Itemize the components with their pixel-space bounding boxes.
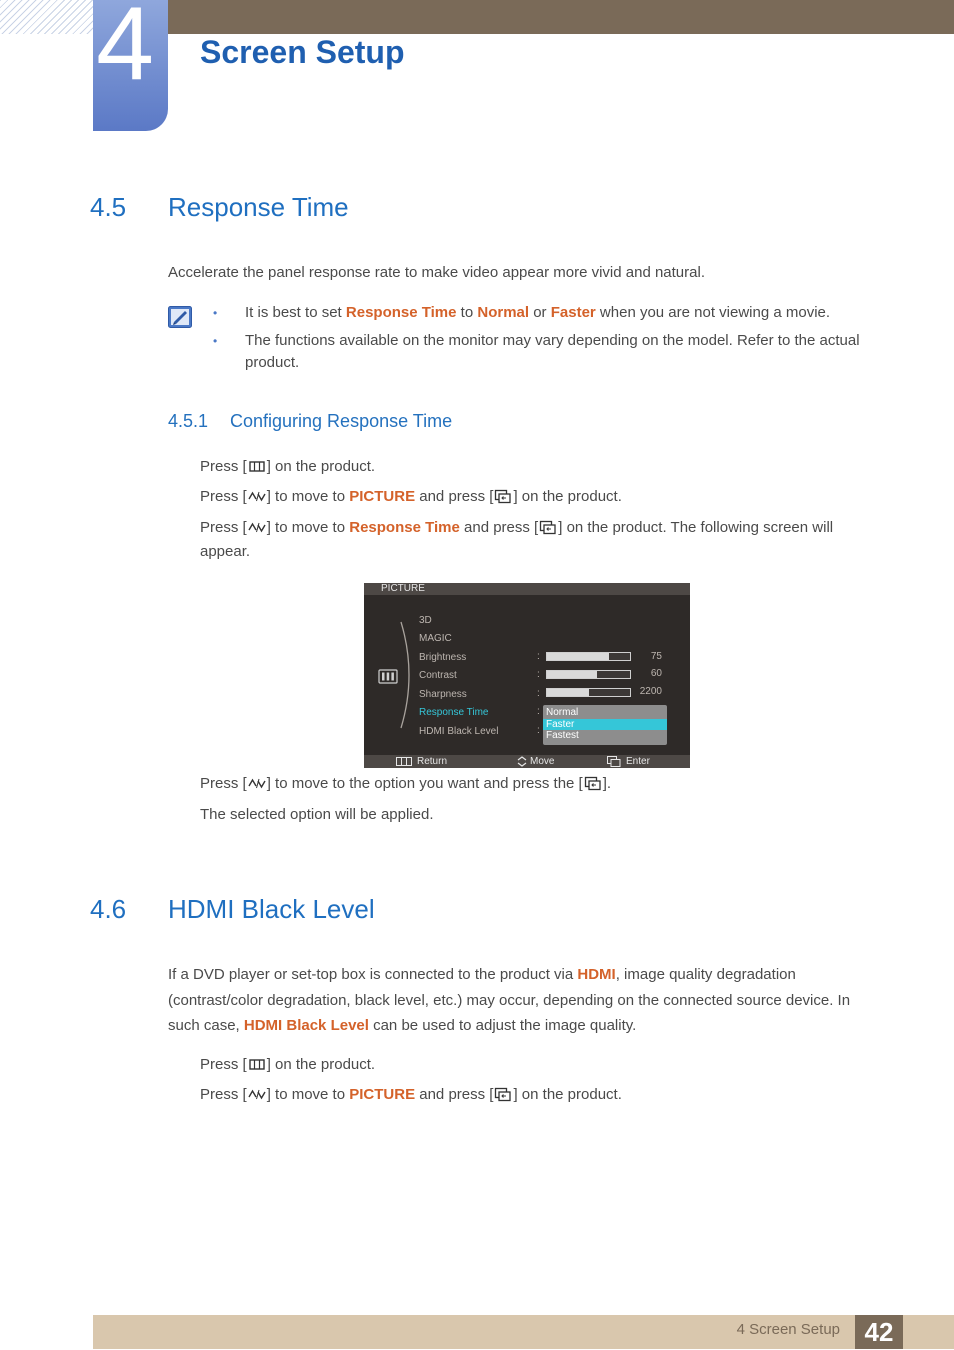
step-2: Press [ ] to move to PICTURE and press [ ] on the product. — [200, 488, 622, 505]
hdmi-paragraph-line-2: (contrast/color degradation, black level, etc.) may occur, depending on the connected source device. In — [168, 992, 851, 1009]
section-number: 4.6 — [90, 894, 127, 924]
osd-item-magic[interactable]: MAGIC — [419, 633, 452, 644]
note-line-2-cont: product. — [245, 354, 300, 371]
note-icon — [168, 306, 192, 328]
up-down-key-icon — [248, 489, 266, 504]
osd-return-label: Return — [417, 756, 448, 767]
osd-colon: : — [537, 688, 540, 699]
step-1: Press [ ] on the product. — [200, 458, 376, 475]
page-number: 42 — [855, 1315, 903, 1349]
osd-colon: : — [537, 651, 540, 662]
osd-item-response-time[interactable]: Response Time — [419, 707, 489, 718]
sharpness-slider[interactable] — [546, 688, 631, 697]
subsection-4-5-1-heading — [168, 411, 452, 432]
osd-item-contrast[interactable]: Contrast — [419, 670, 457, 681]
osd-move-label: Move — [530, 756, 555, 767]
subsection-title: Configuring Response Time — [230, 411, 453, 431]
osd-title: PICTURE — [364, 583, 690, 595]
enter-key-icon — [539, 520, 557, 535]
section-title: Response Time — [168, 192, 349, 222]
section-intro: Accelerate the panel response rate to make video appear more vivid and natural. — [168, 264, 705, 281]
osd-footer — [364, 755, 690, 768]
note-bullet: • — [213, 306, 218, 320]
osd-colon: : — [537, 725, 540, 736]
hdmi-step-1: Press [ ] on the product. — [200, 1056, 376, 1073]
subsection-number: 4.5.1 — [168, 411, 209, 431]
brightness-slider[interactable] — [546, 652, 631, 661]
brightness-value: 75 — [650, 651, 662, 662]
step-5: The selected option will be applied. — [200, 806, 434, 823]
osd-colon: : — [537, 706, 540, 717]
step-3: Press [ ] to move to Response Time and press [ ] on the product. The following screen will — [200, 519, 834, 536]
hdmi-paragraph-line-3: such case, HDMI Black Level can be used to adjust the image quality. — [168, 1017, 637, 1034]
enter-key-icon — [494, 1087, 512, 1102]
menu-key-icon — [248, 459, 266, 474]
section-number: 4.5 — [90, 192, 127, 222]
footer-chapter-label: 4 Screen Setup — [736, 1321, 840, 1338]
osd-colon: : — [537, 669, 540, 680]
section-4-6-heading — [90, 894, 375, 925]
osd-item-sharpness[interactable]: Sharpness — [419, 689, 467, 700]
note-line-2: The functions available on the monitor may vary depending on the model. Refer to the actual — [245, 332, 860, 349]
osd-menu-arc — [395, 620, 415, 730]
option-fastest[interactable]: Fastest — [546, 730, 579, 741]
option-faster[interactable]: Faster — [543, 719, 667, 730]
enter-key-icon — [584, 776, 602, 791]
up-down-key-icon — [248, 520, 266, 535]
header-hatch — [0, 0, 93, 34]
return-icon — [396, 757, 412, 766]
header-band — [168, 0, 954, 34]
osd-item-3d[interactable]: 3D — [419, 615, 432, 626]
menu-key-icon — [248, 1057, 266, 1072]
response-time-dropdown[interactable] — [543, 705, 667, 745]
step-4: Press [ ] to move to the option you want and press the [ ]. — [200, 775, 612, 792]
section-4-5-heading — [90, 192, 349, 223]
enter-key-icon — [494, 489, 512, 504]
chapter-title: Screen Setup — [200, 34, 405, 70]
picture-menu-icon — [378, 669, 398, 684]
osd-item-brightness[interactable]: Brightness — [419, 652, 467, 663]
contrast-slider[interactable] — [546, 670, 631, 679]
up-down-key-icon — [248, 776, 266, 791]
up-down-key-icon — [248, 1087, 266, 1102]
note-bullet: • — [213, 334, 218, 348]
sharpness-value: 2200 — [639, 686, 662, 697]
chapter-number: 4 — [96, 0, 154, 102]
option-normal[interactable]: Normal — [546, 707, 579, 718]
step-3-cont: appear. — [200, 543, 251, 560]
move-icon — [517, 756, 527, 767]
section-title: HDMI Black Level — [168, 894, 375, 924]
osd-enter-label: Enter — [626, 756, 650, 767]
note-line-1: It is best to set Response Time to Normal or Faster when you are not viewing a movie. — [245, 304, 831, 321]
enter-icon — [607, 756, 621, 767]
hdmi-paragraph-line-1: If a DVD player or set-top box is connected to the product via HDMI, image quality degradation — [168, 966, 796, 983]
osd-item-hdmi-black-level[interactable]: HDMI Black Level — [419, 726, 499, 737]
hdmi-step-2: Press [ ] to move to PICTURE and press [ ] on the product. — [200, 1086, 622, 1103]
contrast-value: 60 — [650, 668, 662, 679]
